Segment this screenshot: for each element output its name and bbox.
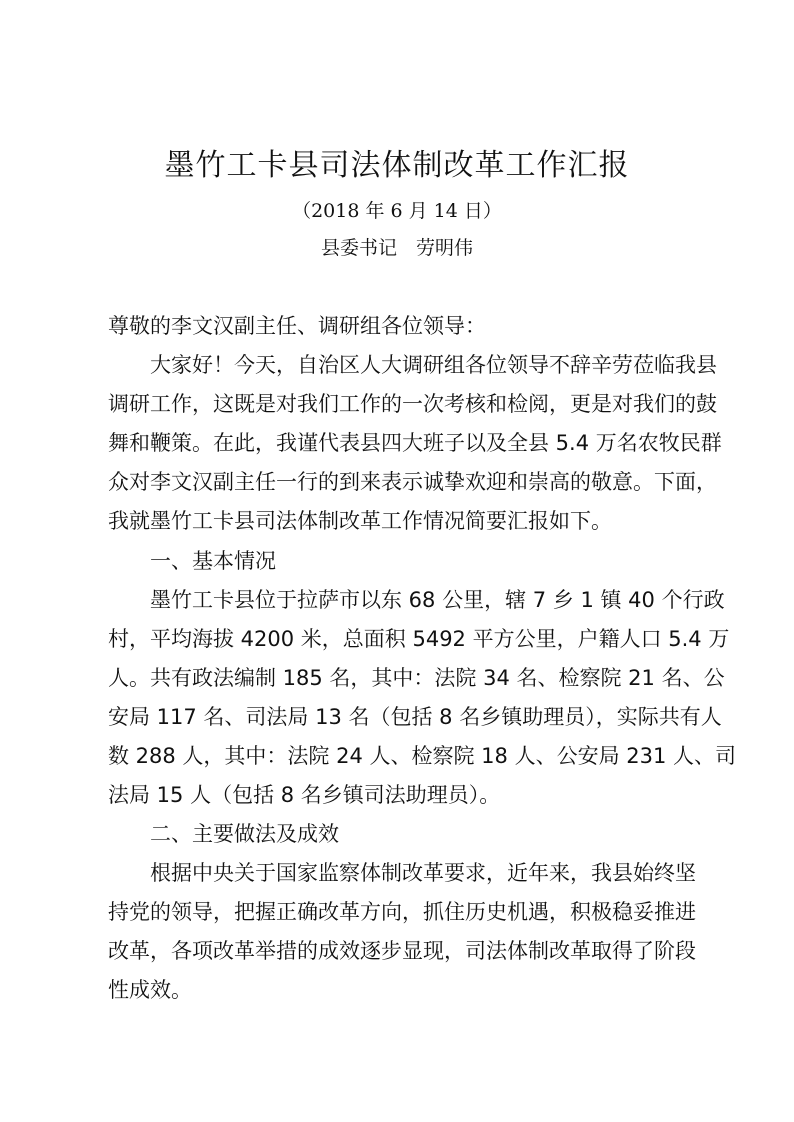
document-date: （2018 年 6 月 14 日） bbox=[292, 200, 502, 222]
text-line: 数 288 人，其中：法院 24 人、检察院 18 人、公安局 231 人、司 bbox=[108, 744, 737, 768]
text-line: 调研工作，这既是对我们工作的一次考核和检阅，更是对我们的鼓 bbox=[108, 392, 717, 416]
text-line: 我就墨竹工卡县司法体制改革工作情况简要汇报如下。 bbox=[108, 509, 612, 533]
text-line: 安局 117 名、司法局 13 名（包括 8 名乡镇助理员），实际共有人 bbox=[108, 705, 722, 729]
text-line: 村，平均海拔 4200 米，总面积 5492 平方公里，户籍人口 5.4 万 bbox=[108, 627, 730, 651]
text-line: 根据中央关于国家监察体制改革要求，近年来，我县始终坚 bbox=[150, 861, 696, 885]
text-line: 舞和鞭策。在此，我谨代表县四大班子以及全县 5.4 万名农牧民群 bbox=[108, 431, 722, 455]
section-heading: 一、基本情况 bbox=[150, 549, 276, 573]
text-line: 持党的领导，把握正确改革方向，抓住历史机遇，积极稳妥推进 bbox=[108, 900, 696, 924]
salutation: 尊敬的李文汉副主任、调研组各位领导： bbox=[108, 314, 486, 338]
text-line: 大家好！今天，自治区人大调研组各位领导不辞辛劳莅临我县 bbox=[150, 353, 717, 377]
document-title: 墨竹工卡县司法体制改革工作汇报 bbox=[164, 148, 630, 183]
text-line: 性成效。 bbox=[108, 978, 192, 1002]
text-line: 墨竹工卡县位于拉萨市以东 68 公里，辖 7 乡 1 镇 40 个行政 bbox=[150, 588, 725, 612]
text-line: 法局 15 人（包括 8 名乡镇司法助理员）。 bbox=[108, 783, 501, 807]
text-line: 人。共有政法编制 185 名，其中：法院 34 名、检察院 21 名、公 bbox=[108, 666, 725, 690]
document-author: 县委书记 劳明伟 bbox=[320, 237, 473, 259]
text-line: 众对李文汉副主任一行的到来表示诚挚欢迎和崇高的敬意。下面， bbox=[108, 470, 717, 494]
text-line: 改革，各项改革举措的成效逐步显现，司法体制改革取得了阶段 bbox=[108, 939, 696, 963]
section-heading: 二、主要做法及成效 bbox=[150, 822, 339, 846]
